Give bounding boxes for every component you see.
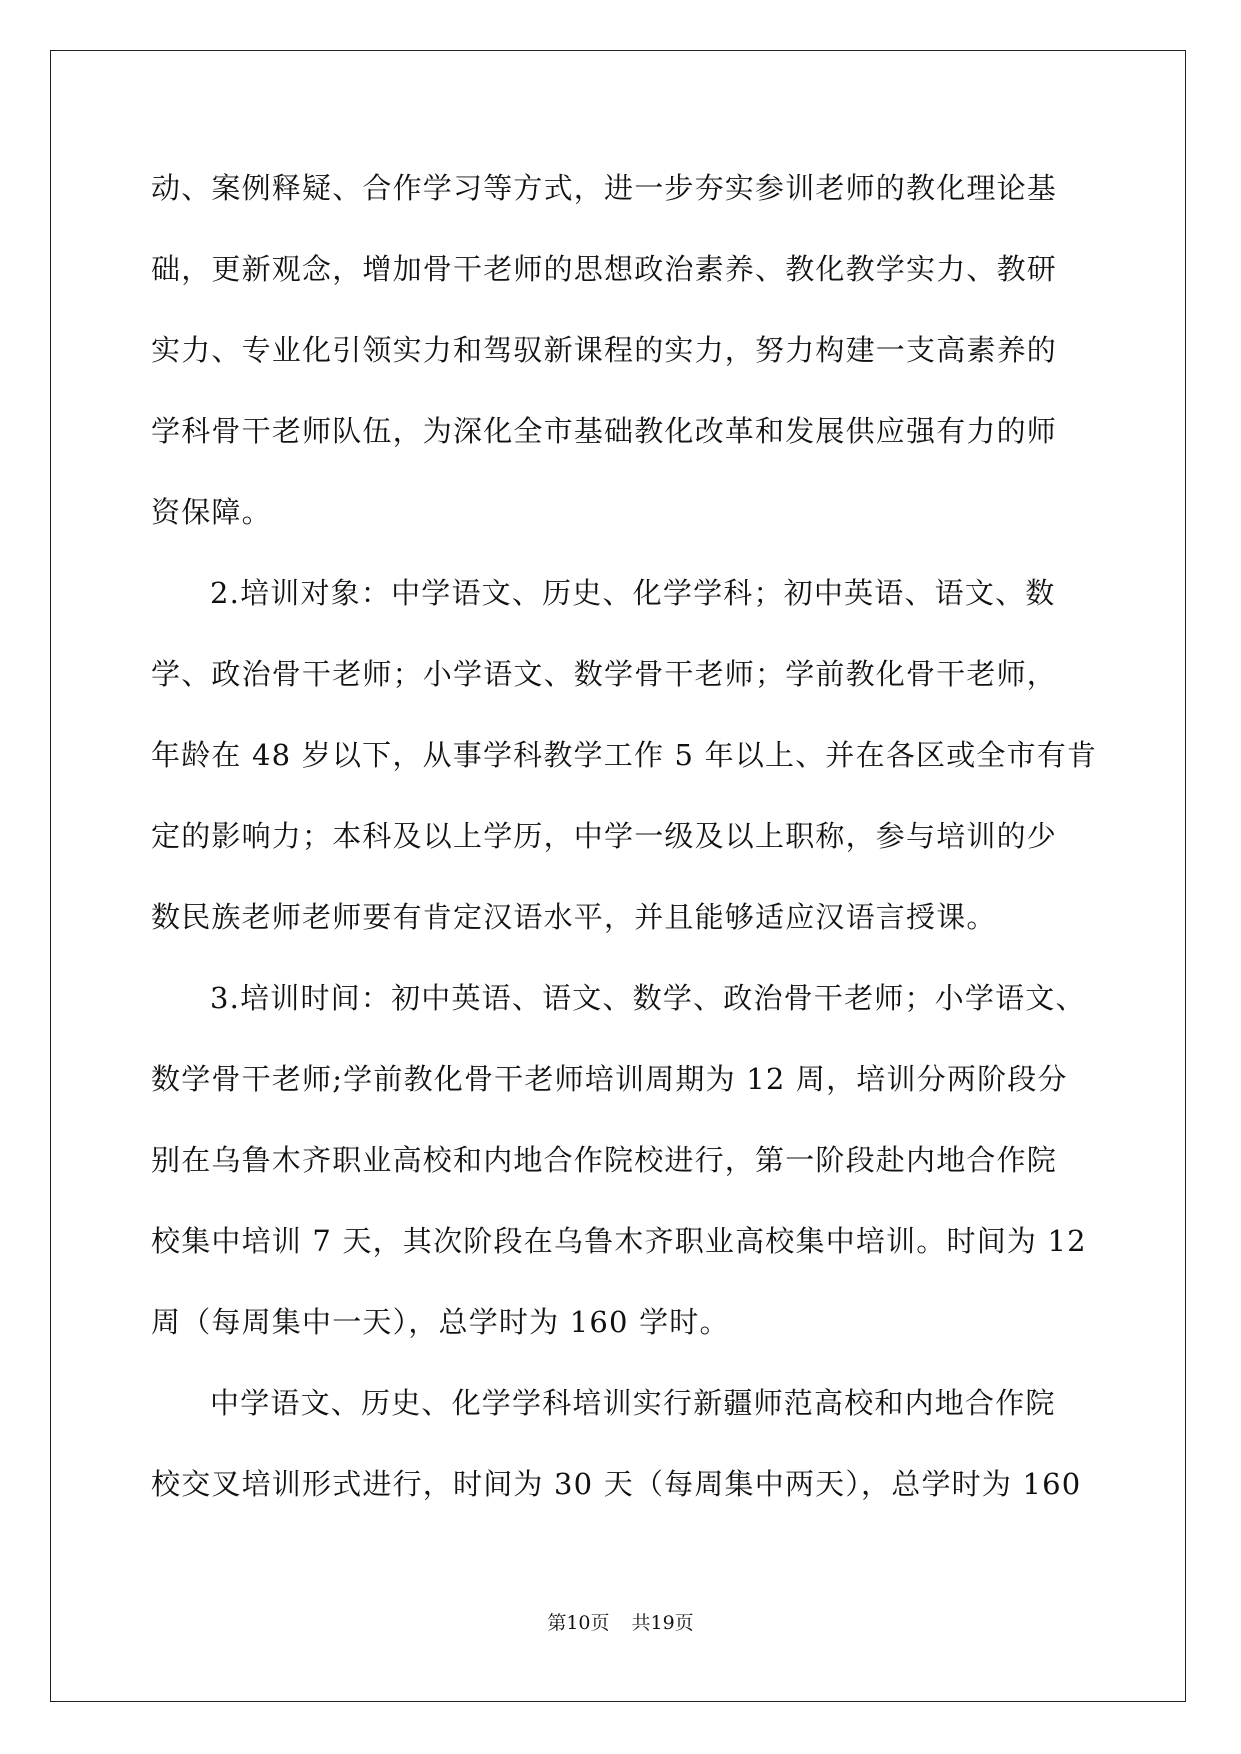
page-border [50, 50, 1186, 1702]
text-line: 础，更新观念，增加骨干老师的思想政治素养、教化教学实力、教研 [151, 252, 1058, 286]
text-line: 校集中培训 7 天，其次阶段在乌鲁木齐职业高校集中培训。时间为 12 [151, 1224, 1087, 1258]
paragraph-first-line: 2.培训对象：中学语文、历史、化学学科；初中英语、语文、数 [210, 576, 1056, 610]
text-line: 动、案例释疑、合作学习等方式，进一步夯实参训老师的教化理论基 [151, 171, 1058, 205]
text-line: 别在乌鲁木齐职业高校和内地合作院校进行，第一阶段赴内地合作院 [151, 1143, 1058, 1177]
paragraph-first-line: 中学语文、历史、化学学科培训实行新疆师范高校和内地合作院 [210, 1386, 1056, 1420]
page-number: 第10页 [547, 1612, 610, 1634]
text-line: 周（每周集中一天），总学时为 160 学时。 [151, 1305, 730, 1339]
text-line: 资保障。 [151, 495, 272, 529]
text-line: 学科骨干老师队伍，为深化全市基础教化改革和发展供应强有力的师 [151, 414, 1058, 448]
text-line: 年龄在 48 岁以下，从事学科教学工作 5 年以上、并在各区或全市有肯 [151, 738, 1098, 772]
paragraph-first-line: 3.培训时间：初中英语、语文、数学、政治骨干老师；小学语文、 [210, 981, 1086, 1015]
text-line: 实力、专业化引领实力和驾驭新课程的实力，努力构建一支高素养的 [151, 333, 1058, 367]
text-line: 数民族老师老师要有肯定汉语水平，并且能够适应汉语言授课。 [151, 900, 997, 934]
text-line: 校交叉培训形式进行，时间为 30 天（每周集中两天），总学时为 160 [151, 1467, 1082, 1501]
text-line: 学、政治骨干老师；小学语文、数学骨干老师；学前教化骨干老师， [151, 657, 1058, 691]
text-line: 定的影响力；本科及以上学历，中学一级及以上职称，参与培训的少 [151, 819, 1058, 853]
page-total: 共19页 [631, 1612, 694, 1634]
text-line: 数学骨干老师;学前教化骨干老师培训周期为 12 周，培训分两阶段分 [151, 1062, 1068, 1096]
page-footer [0, 1611, 1241, 1635]
